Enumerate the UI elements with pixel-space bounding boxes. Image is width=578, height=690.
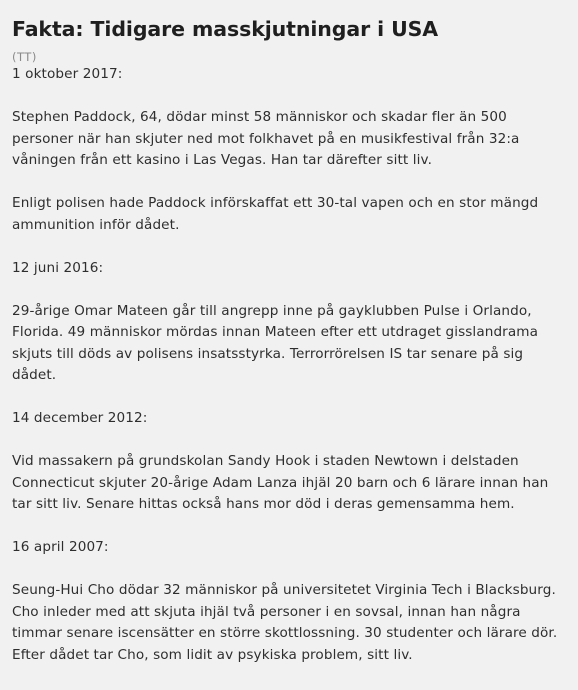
paragraph-gap xyxy=(12,430,566,452)
date-heading: 16 april 2007: xyxy=(12,539,109,555)
paragraph: Vid massakern på grundskolan Sandy Hook i staden Newtown i delstaden Connecticut skjuter 20-årige Adam Lanza ihjäl 20 barn och 6 lärare innan han tar sitt liv. Senare hittas också hans mor död i deras gemensamma hem. xyxy=(12,453,549,512)
paragraph: Stephen Paddock, 64, dödar minst 58 människor och skadar fler än 500 personer när han skjuter ned mot folkhavet på en musikfestival från 32:a våningen från ett kasino i Las Vegas. Han tar därefter sitt liv. xyxy=(12,109,520,168)
paragraph: Enligt polisen hade Paddock införskaffat ett 30-tal vapen och en stor mängd ammunition inför dådet. xyxy=(12,195,539,233)
paragraph-gap xyxy=(12,86,566,108)
paragraph-gap xyxy=(12,279,566,301)
paragraph-gap xyxy=(12,236,566,258)
paragraph-gap xyxy=(12,516,566,538)
paragraph: Seung-Hui Cho dödar 32 människor på universitetet Virginia Tech i Blacksburg. Cho inleder med att skjuta ihjäl två personer i en sovsal, innan han några timmar senare iscensätter en större skottlossning. 30 studenter och lärare dör. Efter dådet tar Cho, som lidit av psykiska problem, sitt liv. xyxy=(12,582,558,663)
article-source: (TT) xyxy=(12,50,37,64)
paragraph: 29-årige Omar Mateen går till angrepp inne på gayklubben Pulse i Orlando, Florida. 49 människor mördas innan Mateen efter ett utdraget gisslandrama skjuts till döds av polisens insatsstyrka. Terrorrörelsen IS tar senare på sig dådet. xyxy=(12,302,539,383)
article-body xyxy=(12,64,566,666)
date-heading: 1 oktober 2017: xyxy=(12,66,123,82)
paragraph-gap xyxy=(12,387,566,409)
date-heading: 12 juni 2016: xyxy=(12,259,104,276)
article-title: Fakta: Tidigare masskjutningar i USA xyxy=(12,17,439,41)
date-heading: 14 december 2012: xyxy=(12,410,148,426)
paragraph-gap xyxy=(12,559,566,581)
paragraph-gap xyxy=(12,172,566,194)
